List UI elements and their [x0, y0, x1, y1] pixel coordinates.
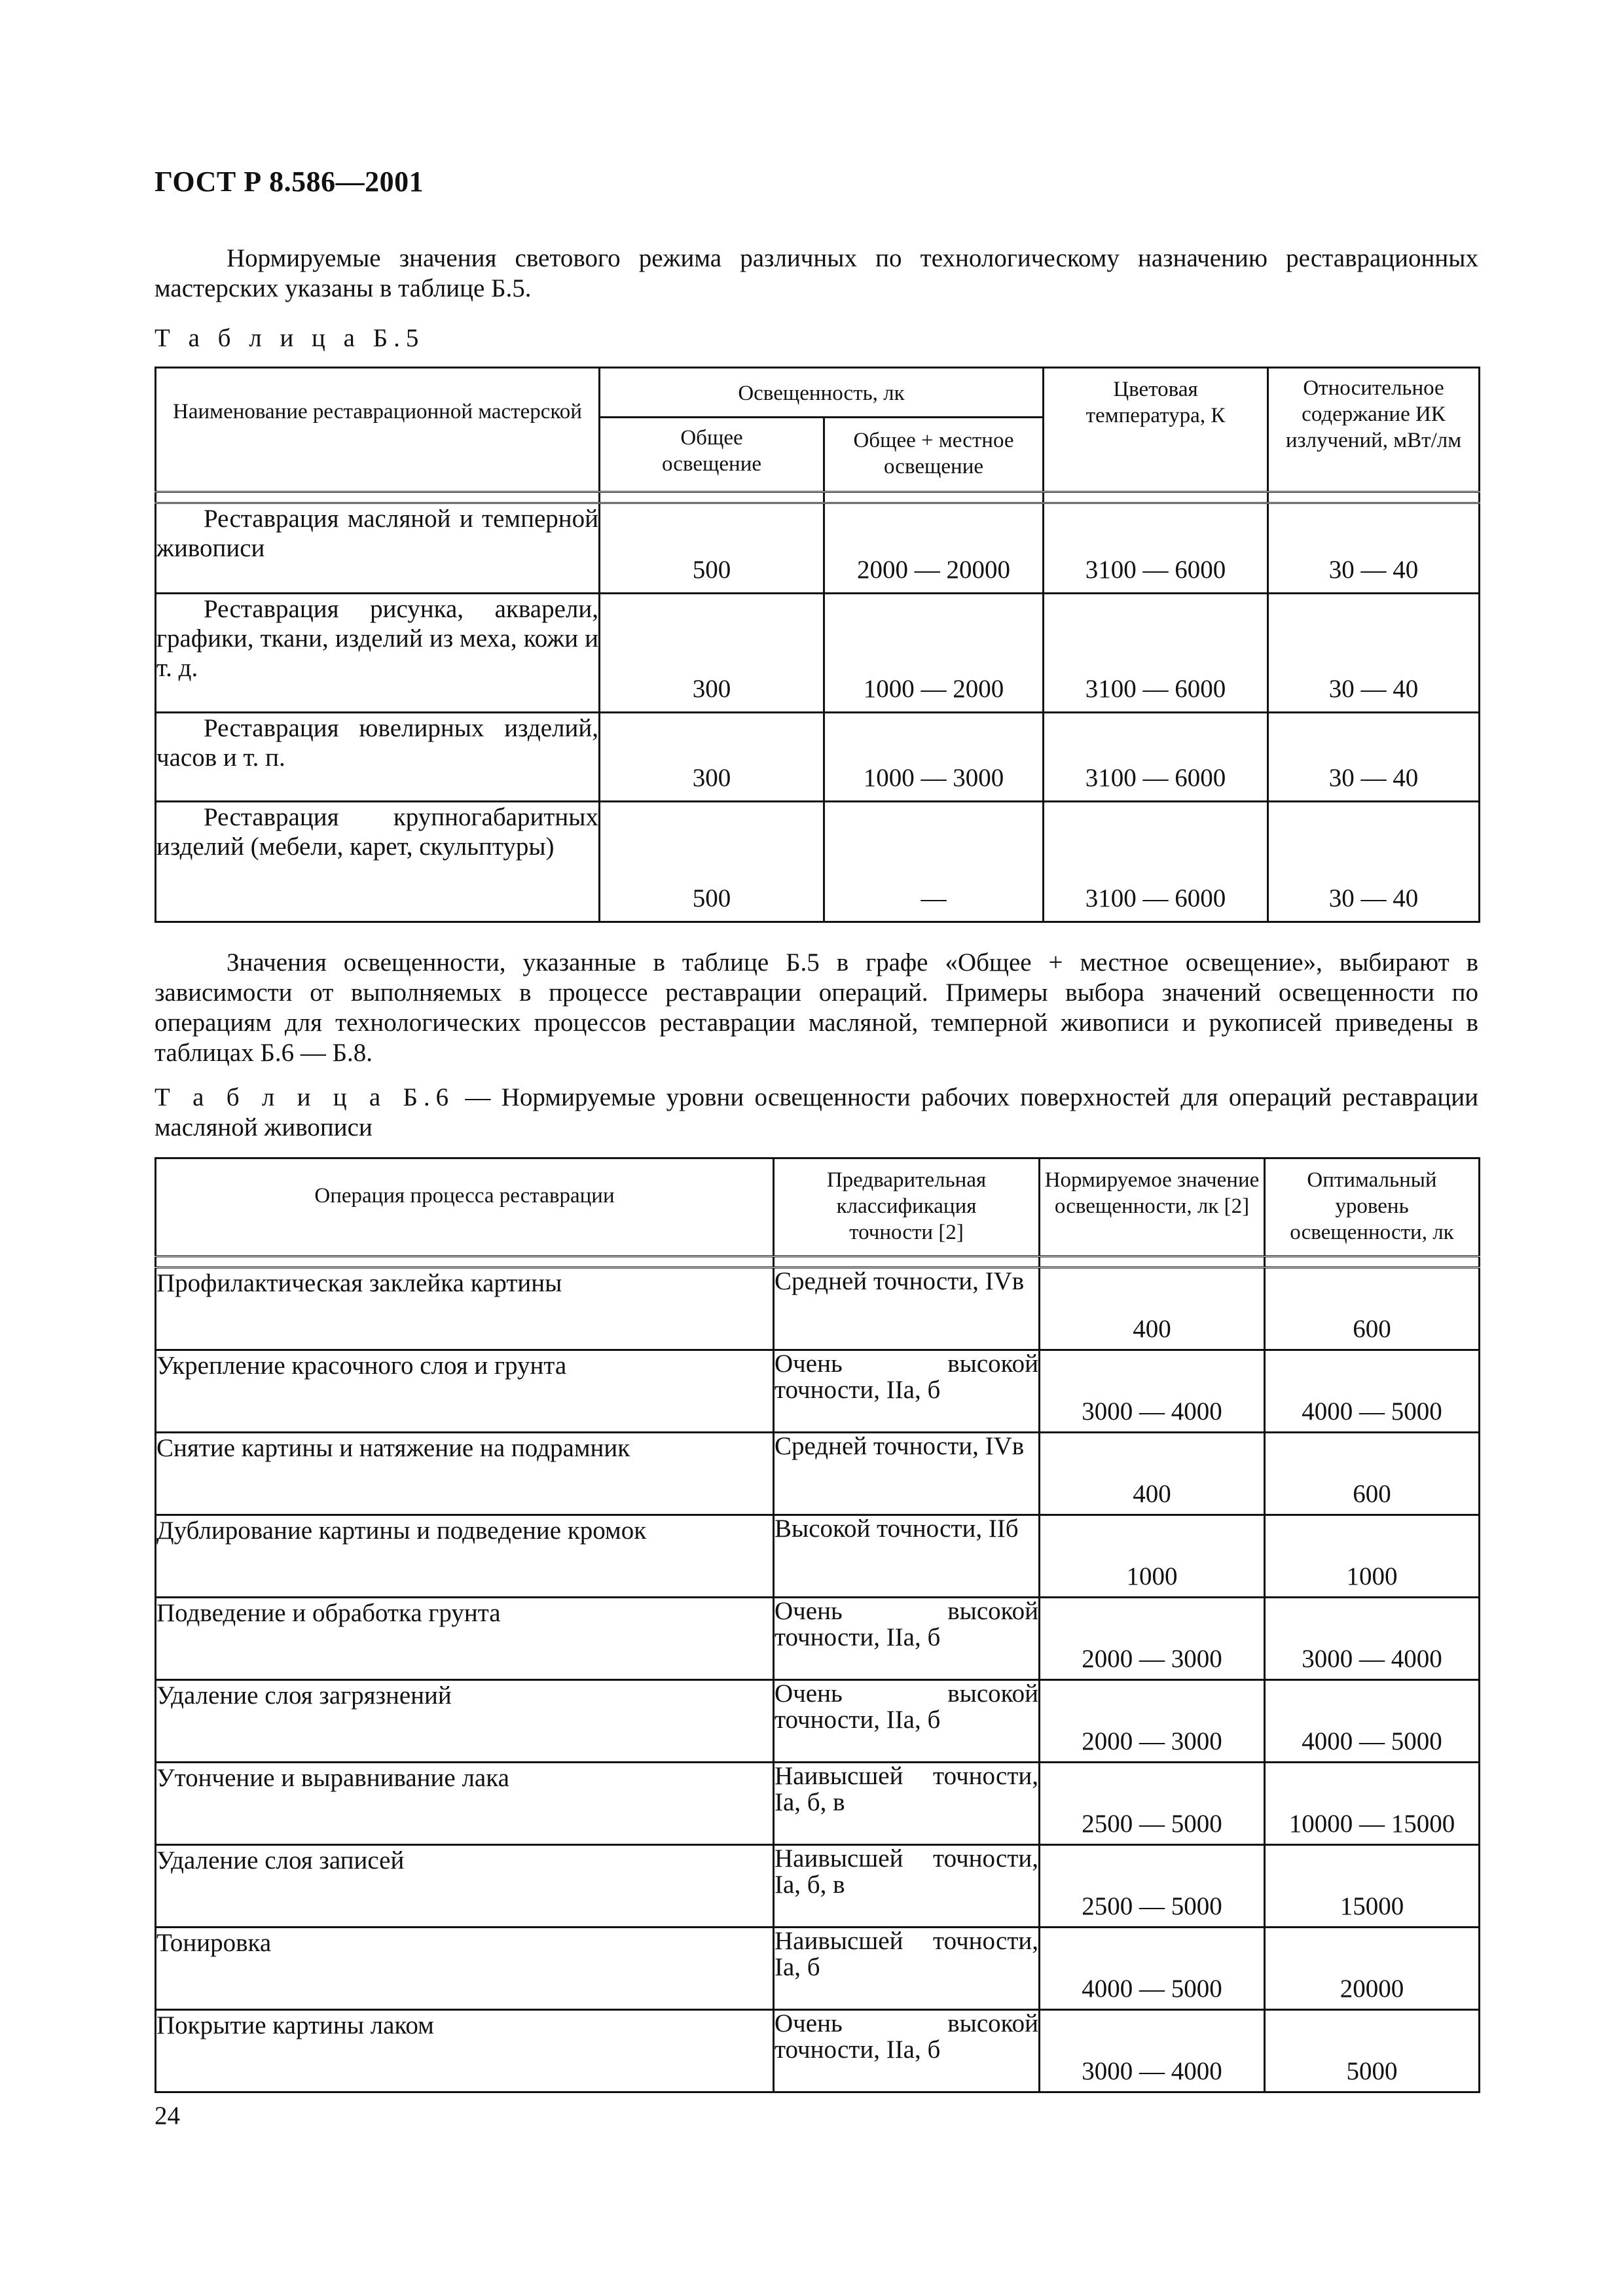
operation-name: Удаление слоя загрязнений [156, 1680, 774, 1763]
optimal-illuminance-value: 15000 [1265, 1845, 1480, 1928]
general-local-lighting-value: 1000 — 2000 [824, 594, 1044, 713]
workshop-name: Реставрация рисунка, акварели, графики, ткани, изделий из меха, кожи и т. д. [156, 594, 600, 713]
accuracy-classification: Наивысшей точности, Iа, б, в [774, 1845, 1040, 1928]
operation-name: Утончение и выравнивание лака [156, 1763, 774, 1845]
operation-name: Тонировка [156, 1928, 774, 2010]
ir-content-value: 30 — 40 [1268, 594, 1480, 713]
normalized-illuminance-value: 2500 — 5000 [1040, 1845, 1265, 1928]
color-temperature-value: 3100 — 6000 [1044, 594, 1268, 713]
optimal-illuminance-value: 600 [1265, 1268, 1480, 1350]
operation-name: Подведение и обработка грунта [156, 1598, 774, 1680]
table-b5 [155, 367, 1480, 923]
table-row [156, 1268, 1480, 1350]
general-lighting-value: 300 [600, 713, 824, 802]
table-row [156, 1845, 1480, 1928]
table-row [156, 1433, 1480, 1515]
table-row [156, 2010, 1480, 2092]
operation-name: Снятие картины и натяжение на подрамник [156, 1433, 774, 1515]
normalized-illuminance-value: 4000 — 5000 [1040, 1928, 1265, 2010]
operation-name: Укрепление красочного слоя и грунта [156, 1350, 774, 1433]
intro-text: Нормируемые значения светового режима различных по технологическому назначению реставрационных мастерских указаны в таблице Б.5. [155, 244, 1478, 302]
optimal-illuminance-value: 20000 [1265, 1928, 1480, 2010]
table-row [156, 1598, 1480, 1680]
table-row [156, 1763, 1480, 1845]
optimal-illuminance-value: 600 [1265, 1433, 1480, 1515]
general-lighting-value: 300 [600, 594, 824, 713]
middle-paragraph [155, 948, 1478, 1068]
table-row [156, 503, 1480, 594]
header-color-temperature: Цветовая температура, К [1044, 368, 1268, 492]
header-operation: Операция процесса реставрации [156, 1158, 774, 1257]
table-b6-caption-text: — Нормируемые уровни освещенности рабочих поверхностей для операций реставрации масляной живописи [155, 1083, 1478, 1141]
header-illuminance: Освещенность, лк [600, 368, 1044, 418]
table-row [156, 802, 1480, 922]
table-b6 [155, 1157, 1480, 2093]
table-row [156, 713, 1480, 802]
table-b6-caption-label: Т а б л и ц а Б.6 [155, 1083, 455, 1111]
table-row [156, 1515, 1480, 1598]
header-optimal-illuminance: Оптимальный уровень освещенности, лк [1265, 1158, 1480, 1257]
normalized-illuminance-value: 2500 — 5000 [1040, 1763, 1265, 1845]
optimal-illuminance-value: 5000 [1265, 2010, 1480, 2092]
table-b5-caption: Т а б л и ц а Б.5 [155, 324, 425, 352]
ir-content-value: 30 — 40 [1268, 503, 1480, 594]
color-temperature-value: 3100 — 6000 [1044, 713, 1268, 802]
accuracy-classification: Средней точности, IVв [774, 1268, 1040, 1350]
page-number: 24 [155, 2102, 180, 2130]
normalized-illuminance-value: 400 [1040, 1268, 1265, 1350]
intro-paragraph [155, 243, 1478, 304]
color-temperature-value: 3100 — 6000 [1044, 802, 1268, 922]
normalized-illuminance-value: 3000 — 4000 [1040, 2010, 1265, 2092]
accuracy-classification: Наивысшей точности, Iа, б [774, 1928, 1040, 2010]
header-classification: Предварительная классификация точности [2] [774, 1158, 1040, 1257]
normalized-illuminance-value: 3000 — 4000 [1040, 1350, 1265, 1433]
general-local-lighting-value: — [824, 802, 1044, 922]
middle-text: Значения освещенности, указанные в таблице Б.5 в графе «Общее + местное освещение», выбирают в зависимости от выполняемых в процессе реставрации операций. Примеры выбора значений освещенности по операциям для технологических процессов реставрации масляной, темперной живописи и рукописей приведены в таблицах Б.6 — Б.8. [155, 948, 1478, 1067]
workshop-name: Реставрация крупногабаритных изделий (мебели, карет, скульптуры) [156, 802, 600, 922]
color-temperature-value: 3100 — 6000 [1044, 503, 1268, 594]
document-header-title: ГОСТ Р 8.586—2001 [155, 166, 424, 198]
normalized-illuminance-value: 1000 [1040, 1515, 1265, 1598]
normalized-illuminance-value: 2000 — 3000 [1040, 1598, 1265, 1680]
normalized-illuminance-value: 400 [1040, 1433, 1265, 1515]
accuracy-classification: Очень высокой точности, IIа, б [774, 1680, 1040, 1763]
accuracy-classification: Высокой точности, IIб [774, 1515, 1040, 1598]
table-row [156, 1350, 1480, 1433]
optimal-illuminance-value: 3000 — 4000 [1265, 1598, 1480, 1680]
accuracy-classification: Средней точности, IVв [774, 1433, 1040, 1515]
optimal-illuminance-value: 1000 [1265, 1515, 1480, 1598]
workshop-name: Реставрация масляной и темперной живописи [156, 503, 600, 594]
general-local-lighting-value: 2000 — 20000 [824, 503, 1044, 594]
operation-name: Покрытие картины лаком [156, 2010, 774, 2092]
optimal-illuminance-value: 4000 — 5000 [1265, 1680, 1480, 1763]
accuracy-classification: Наивысшей точности, Iа, б, в [774, 1763, 1040, 1845]
normalized-illuminance-value: 2000 — 3000 [1040, 1680, 1265, 1763]
table-row [156, 594, 1480, 713]
optimal-illuminance-value: 4000 — 5000 [1265, 1350, 1480, 1433]
header-normalized-illuminance: Нормируемое значение освещенности, лк [2] [1040, 1158, 1265, 1257]
table-row [156, 1680, 1480, 1763]
header-workshop-name: Наименование реставрационной мастерской [156, 368, 600, 492]
table-row [156, 1928, 1480, 2010]
general-lighting-value: 500 [600, 503, 824, 594]
header-ir-content: Относительное содержание ИК излучений, мВт/лм [1268, 368, 1480, 492]
header-general-local-lighting: Общее + местное освещение [824, 418, 1044, 492]
operation-name: Дублирование картины и подведение кромок [156, 1515, 774, 1598]
general-local-lighting-value: 1000 — 3000 [824, 713, 1044, 802]
accuracy-classification: Очень высокой точности, IIа, б [774, 2010, 1040, 2092]
accuracy-classification: Очень высокой точности, IIа, б [774, 1350, 1040, 1433]
operation-name: Профилактическая заклейка картины [156, 1268, 774, 1350]
general-lighting-value: 500 [600, 802, 824, 922]
accuracy-classification: Очень высокой точности, IIа, б [774, 1598, 1040, 1680]
ir-content-value: 30 — 40 [1268, 802, 1480, 922]
workshop-name: Реставрация ювелирных изделий, часов и т. п. [156, 713, 600, 802]
header-general-lighting: Общее освещение [600, 418, 824, 492]
ir-content-value: 30 — 40 [1268, 713, 1480, 802]
operation-name: Удаление слоя записей [156, 1845, 774, 1928]
optimal-illuminance-value: 10000 — 15000 [1265, 1763, 1480, 1845]
table-b6-caption [155, 1083, 1478, 1143]
